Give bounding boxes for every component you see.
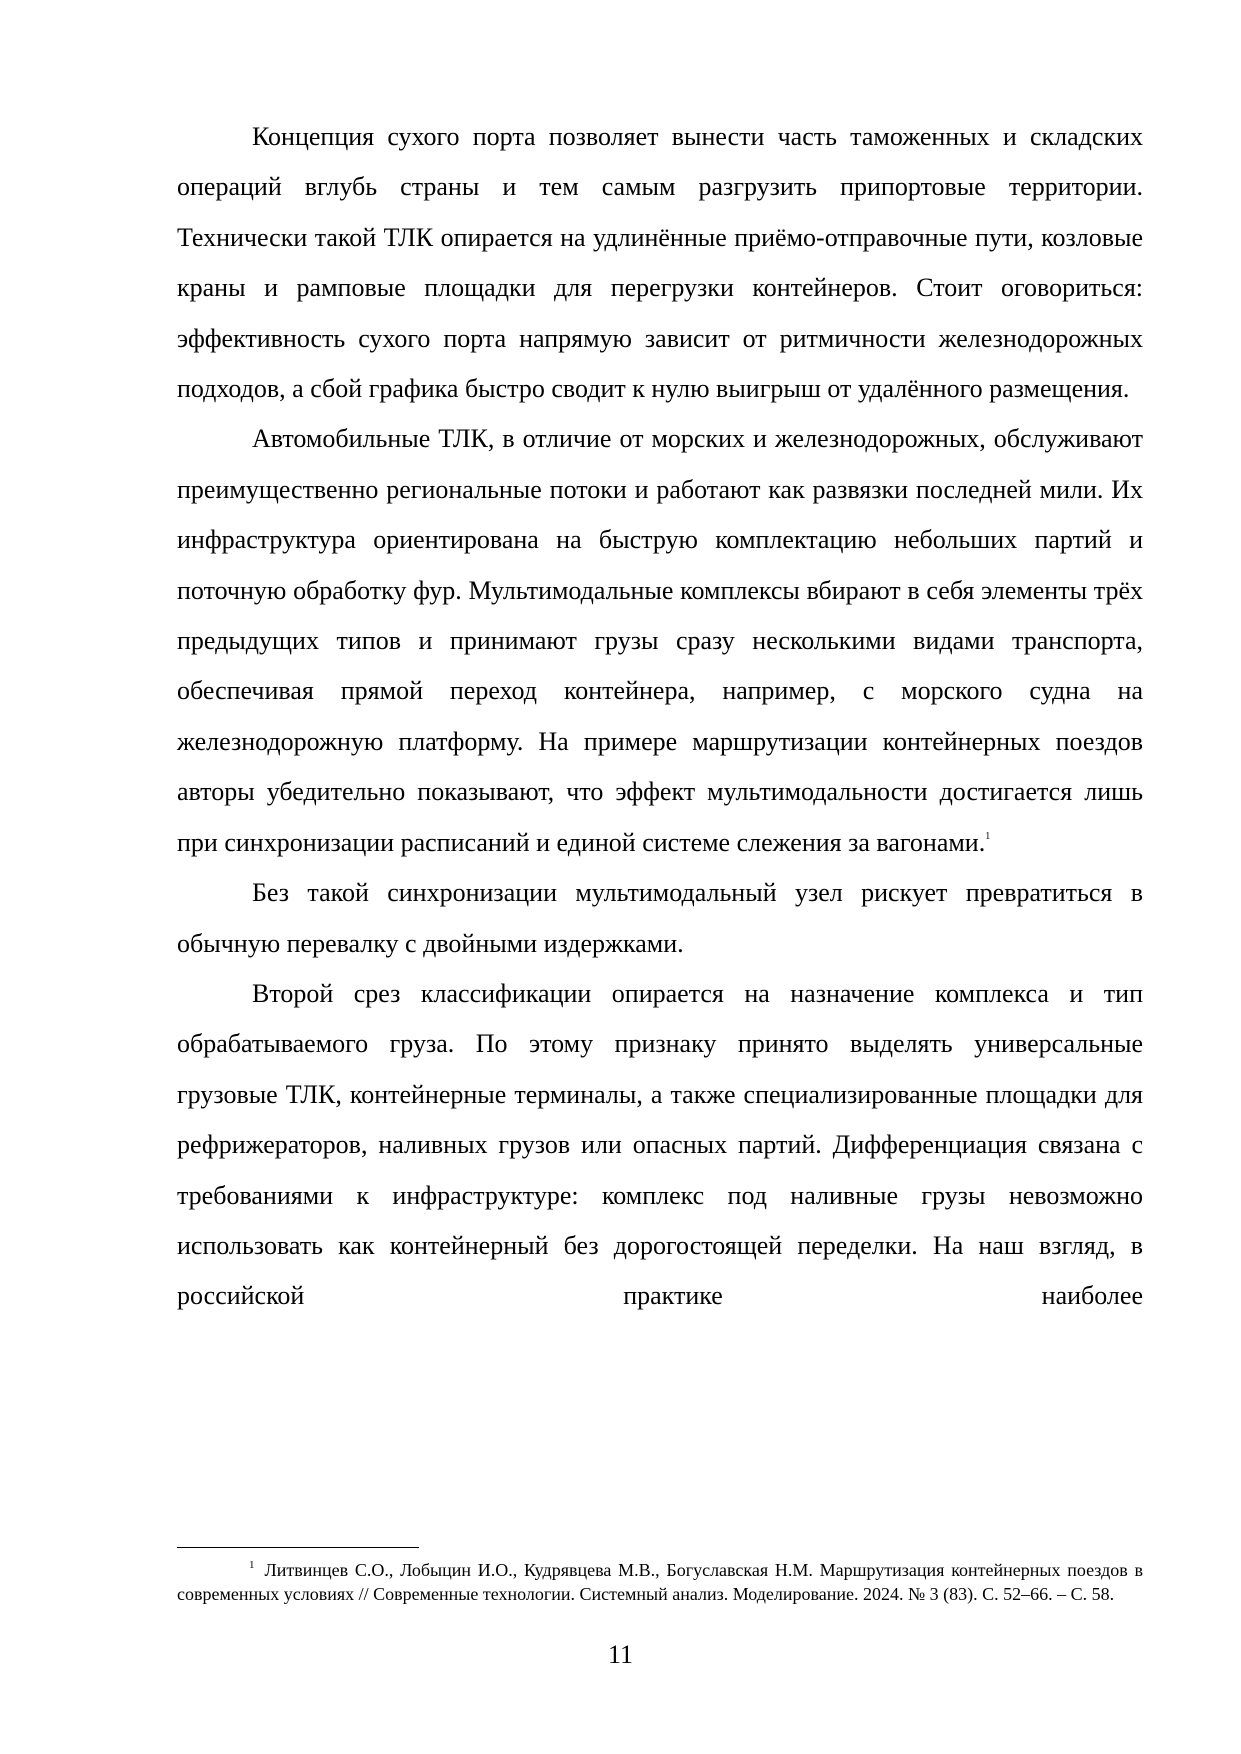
- footnote-number: 1: [249, 1559, 255, 1571]
- paragraph-road-terminals: [177, 414, 1143, 868]
- paragraph-classification: Второй срез классификации опирается на назначение комплекса и тип обрабатываемого груза. По этому признаку принято выделять универсальные грузовые ТЛК, контейнерные терминалы, а также специализированные площадки для рефрижераторов, наливных грузов или опасных партий. Дифференциация связана с требованиями к инфраструктуре: комплекс под наливные грузы невозможно использовать как контейнерный без дорогостоящей переделки. На наш взгляд, в российской практике наиболее: [177, 978, 1143, 1311]
- paragraph-dry-port: Концепция сухого порта позволяет вынести часть таможенных и складских операций вглубь страны и тем самым разгрузить припортовые территории. Технически такой ТЛК опирается на удлинённые приёмо-отправочные пути, козловые краны и рамповые площадки для перегрузки контейнеров. Стоит оговориться: эффективность сухого порта напрямую зависит от ритмичности железнодорожных подходов, а сбой графика быстро сводит к нулю выигрыш от удалённого размещения.: [177, 122, 1143, 404]
- footnote-separator: [177, 1547, 419, 1548]
- paragraph-synchronization: Без такой синхронизации мультимодальный узел рискует превратиться в обычную перевалку с двойными издержками.: [177, 878, 1143, 958]
- footnote-reference[interactable]: 1: [985, 830, 991, 842]
- footnote-text: Литвинцев С.О., Лобыцин И.О., Кудрявцева М.В., Богуславская Н.М. Маршрутизация контейнерных поездов в современных условиях // Современные технологии. Системный анализ. Моделирование. 2024. № 3 (83). С. 52–66. – С. 58.: [177, 1560, 1143, 1604]
- body-text: [177, 112, 1143, 1322]
- footnote: [177, 1558, 1143, 1606]
- page-number: 11: [607, 1640, 634, 1669]
- paragraph-road-terminals-text: Автомобильные ТЛК, в отличие от морских и железнодорожных, обслуживают преимущественно региональные потоки и работают как развязки последней мили. Их инфраструктура ориентирована на быструю комплектацию небольших партий и поточную обработку фур. Мультимодальные комплексы вбирают в себя элементы трёх предыдущих типов и принимают грузы сразу несколькими видами транспорта, обеспечивая прямой переход контейнера, например, с морского судна на железнодорожную платформу. На примере маршрутизации контейнерных поездов авторы убедительно показывают, что эффект мультимодальности достигается лишь при синхронизации расписаний и единой системе слежения за вагонами.: [177, 424, 1143, 857]
